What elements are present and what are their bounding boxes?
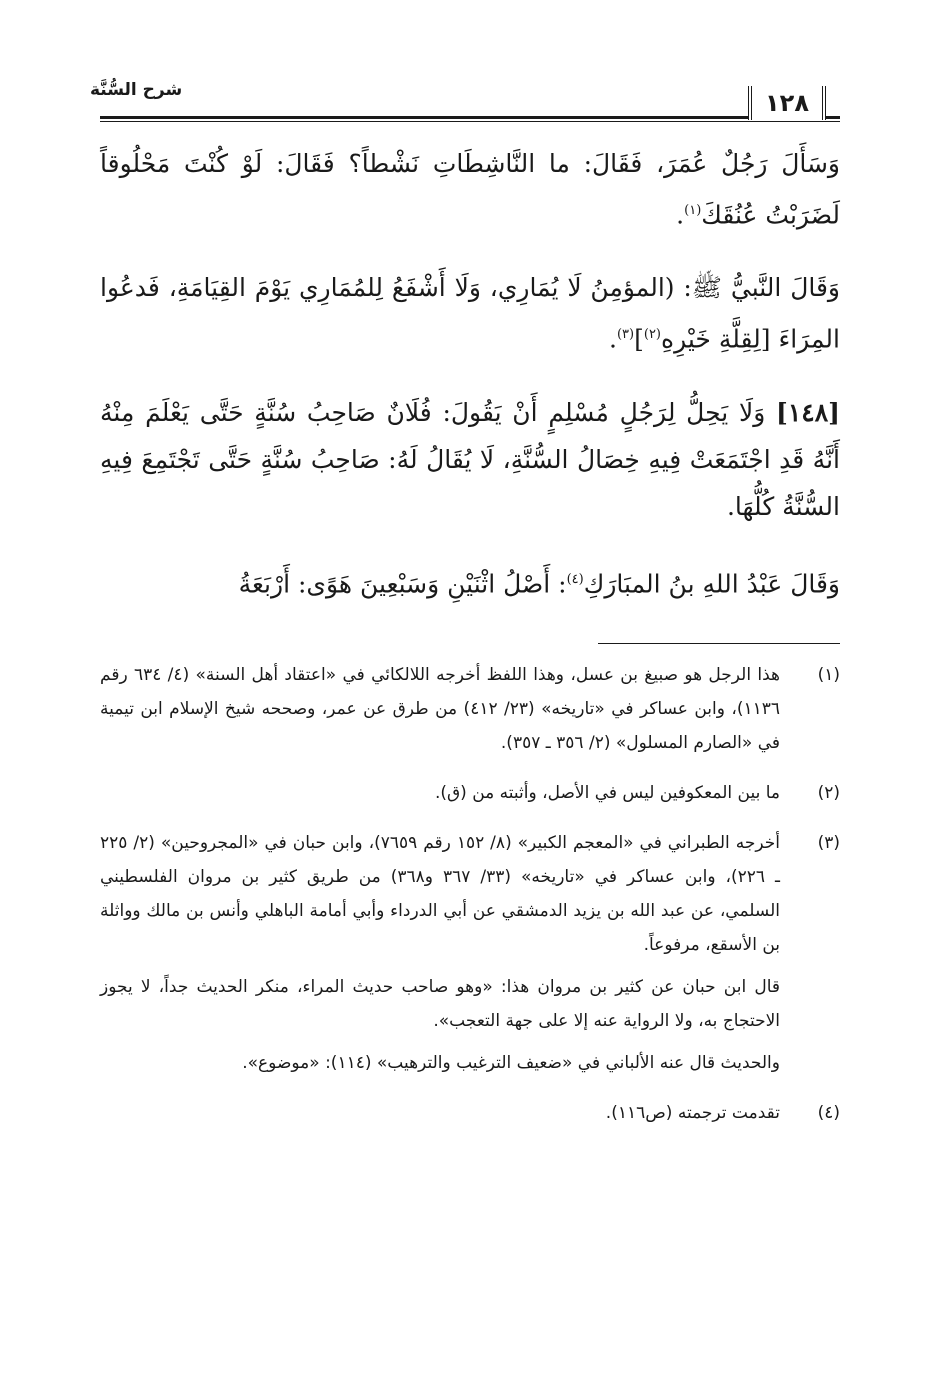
footnote-body — [100, 1096, 780, 1138]
footnote — [100, 776, 840, 818]
footnote-number: (٤) — [817, 1103, 840, 1123]
paragraph-2-bracket: ] — [634, 324, 644, 354]
paragraph-3-text: وَلَا يَحِلُّ لِرَجُلٍ مُسْلِمٍ أَنْ يَقُولَ: فُلَانٌ صَاحِبُ سُنَّةٍ حَتَّى يَعْلَمَ مِنْهُ أَنَّهُ قَدِ اجْتَمَعَتْ فِيهِ خِصَالُ السُّنَّةِ، لَا يُقَالُ لَهُ: صَاحِبُ سُنَّةٍ حَتَّى تَجْتَمِعَ فِيهِ السُّنَّةُ كُلُّهَا. — [100, 397, 840, 521]
paragraph-4-text-a: وَقَالَ عَبْدُ اللهِ بنُ المبَارَكِ — [583, 568, 840, 598]
footnote-text: هذا الرجل هو صبيغ بن عسل، وهذا اللفظ أخرجه اللالكائي في «اعتقاد أهل السنة» (٤/ ٦٣٤ رقم ١١٣٦)، وابن عساكر في «تاريخه» (٢٣/ ٤١٢) من طرق عن عمر، وصححه شيخ الإسلام ابن تيمية في «الصارم المسلول» (٢/ ٣٥٦ ـ ٣٥٧). — [100, 665, 780, 753]
footnote — [100, 658, 840, 768]
paragraph-2-text: وَقَالَ النَّبيُّ ﷺ: (المؤمِنُ لَا يُمَارِي، وَلَا أَشْفَعُ لِلمُمَارِي يَوْمَ القِيَامَةِ، فَدعُوا المِرَاءَ [لِقِلَّةِ خَيْرِهِ — [100, 273, 840, 354]
footnote-number: (٢) — [817, 783, 840, 803]
footnote-number: (٣) — [817, 833, 840, 853]
running-header-title: شرح السُّنَّة — [90, 80, 183, 100]
paragraph-1-end: . — [676, 200, 685, 230]
paragraph-4-text-b: : أَصْلُ اثْنَيْنِ وَسَبْعِينَ هَوًى: أَرْبَعَةُ — [238, 568, 567, 598]
footnote-text: تقدمت ترجمته (ص١١٦). — [605, 1103, 780, 1123]
footnote-text: ما بين المعكوفين ليس في الأصل، وأثبته من (ق). — [434, 783, 780, 803]
paragraph-number: [١٤٨] — [776, 397, 840, 427]
footnote-body — [100, 776, 780, 818]
footnote — [100, 826, 840, 1088]
footnote-ref-4[interactable]: (٤) — [566, 571, 584, 587]
footnote-body — [100, 826, 780, 1088]
paragraph-2 — [100, 264, 840, 362]
header-rule-thin — [100, 121, 840, 122]
footnote-divider — [598, 643, 840, 644]
footnote-text: قال ابن حبان عن كثير بن مروان هذا: «وهو صاحب حديث المراء، منكر الحديث جداً، لا يجوز الاحتجاج به، ولا الرواية عنه إلا على جهة التعجب». — [100, 977, 780, 1031]
page-number: ١٢٨ — [765, 89, 809, 117]
footnote-text: أخرجه الطبراني في «المعجم الكبير» (٨/ ١٥٢ رقم ٧٦٥٩)، وابن حبان في «المجروحين» (٢/ ٢٢٥ ـ ٢٢٦)، وابن عساكر في «تاريخه» (٣٣/ ٣٦٧ و٣٦٨) من طريق كثير بن مروان الفلسطيني السلمي، عن عبد الله بن يزيد الدمشقي عن أبي الدرداء وأبي أمامة الباهلي وأنس بن مالك وواثلة بن الأسقع، مرفوعاً. — [100, 833, 781, 955]
paragraph-4 — [100, 556, 840, 607]
paragraph-3 — [100, 389, 840, 530]
footnotes — [100, 658, 840, 1146]
footnote-number: (١) — [817, 665, 840, 685]
footnote-ref-2[interactable]: (٢) — [643, 327, 661, 343]
header-rule — [100, 116, 840, 119]
footnote-text: والحديث قال عنه الألباني في «ضعيف الترغيب والترهيب» (١١٤): «موضوع». — [242, 1053, 780, 1073]
page-number-box — [748, 86, 826, 120]
main-text — [100, 140, 840, 633]
paragraph-2-end: . — [609, 324, 617, 354]
footnote-body — [100, 658, 780, 768]
footnote-ref-1[interactable]: (١) — [684, 203, 702, 218]
footnote — [100, 1096, 840, 1138]
footnote-ref-3[interactable]: (٣) — [616, 327, 635, 343]
paragraph-1 — [100, 140, 840, 238]
paragraph-1-text: وَسَأَلَ رَجُلٌ عُمَرَ، فَقَالَ: ما النَّاشِطَاتِ نَشْطاً؟ فَقَالَ: لَوْ كُنْتَ مَحْلُوقاً لَضَرَبْتُ عُنُقَكَ — [100, 149, 840, 230]
